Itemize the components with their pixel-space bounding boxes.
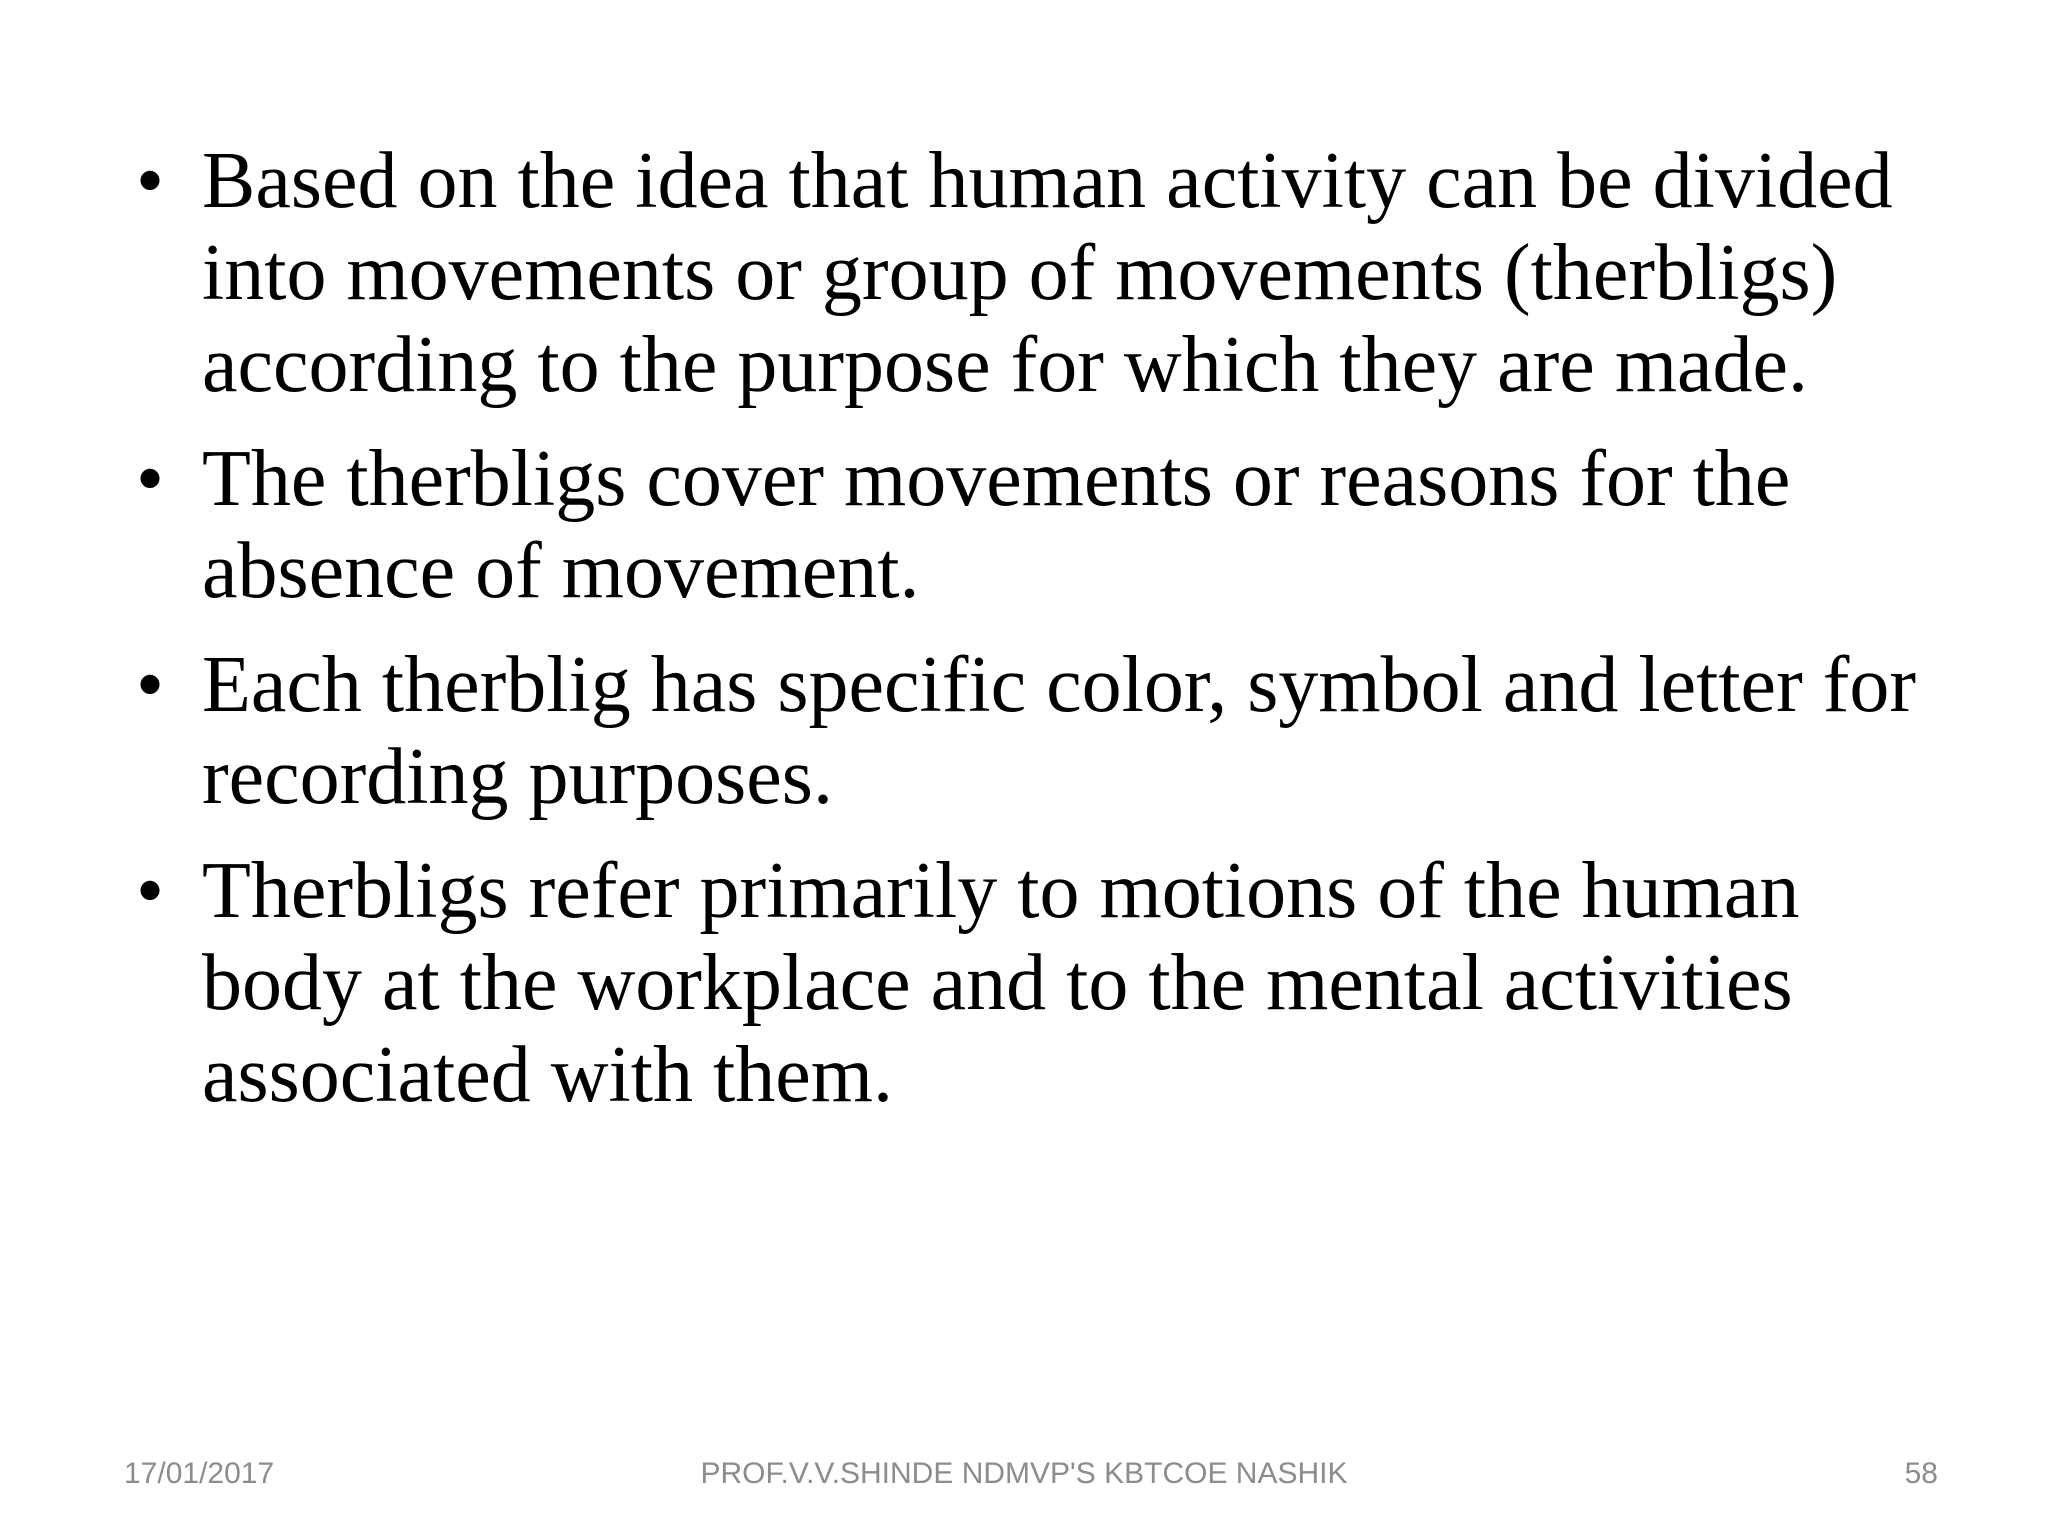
bullet-text: Each therblig has specific color, symbol and letter for recording purposes. (202, 641, 1916, 821)
bullet-marker: • (135, 847, 164, 935)
footer-date: 17/01/2017 (124, 1457, 275, 1490)
footer-page-number: 58 (1904, 1457, 1938, 1490)
bullet-text: The therbligs cover movements or reasons for the absence of movement. (202, 435, 1791, 615)
bullet-list (120, 135, 1950, 1143)
footer-author: PROF.V.V.SHINDE NDMVP'S KBTCOE NASHIK (700, 1457, 1348, 1490)
bullet-marker: • (135, 137, 164, 225)
bullet-item (120, 135, 1950, 411)
bullet-text: Therbligs refer primarily to motions of the human body at the workplace and to the mental activities associated with them. (202, 847, 1800, 1119)
bullet-marker: • (135, 435, 164, 523)
bullet-item (120, 639, 1950, 823)
bullet-item (120, 845, 1950, 1121)
bullet-marker: • (135, 641, 164, 729)
bullet-text: Based on the idea that human activity can be divided into movements or group of movements (therbligs) according to the purpose for which they are made. (202, 137, 1893, 409)
bullet-item (120, 433, 1950, 617)
